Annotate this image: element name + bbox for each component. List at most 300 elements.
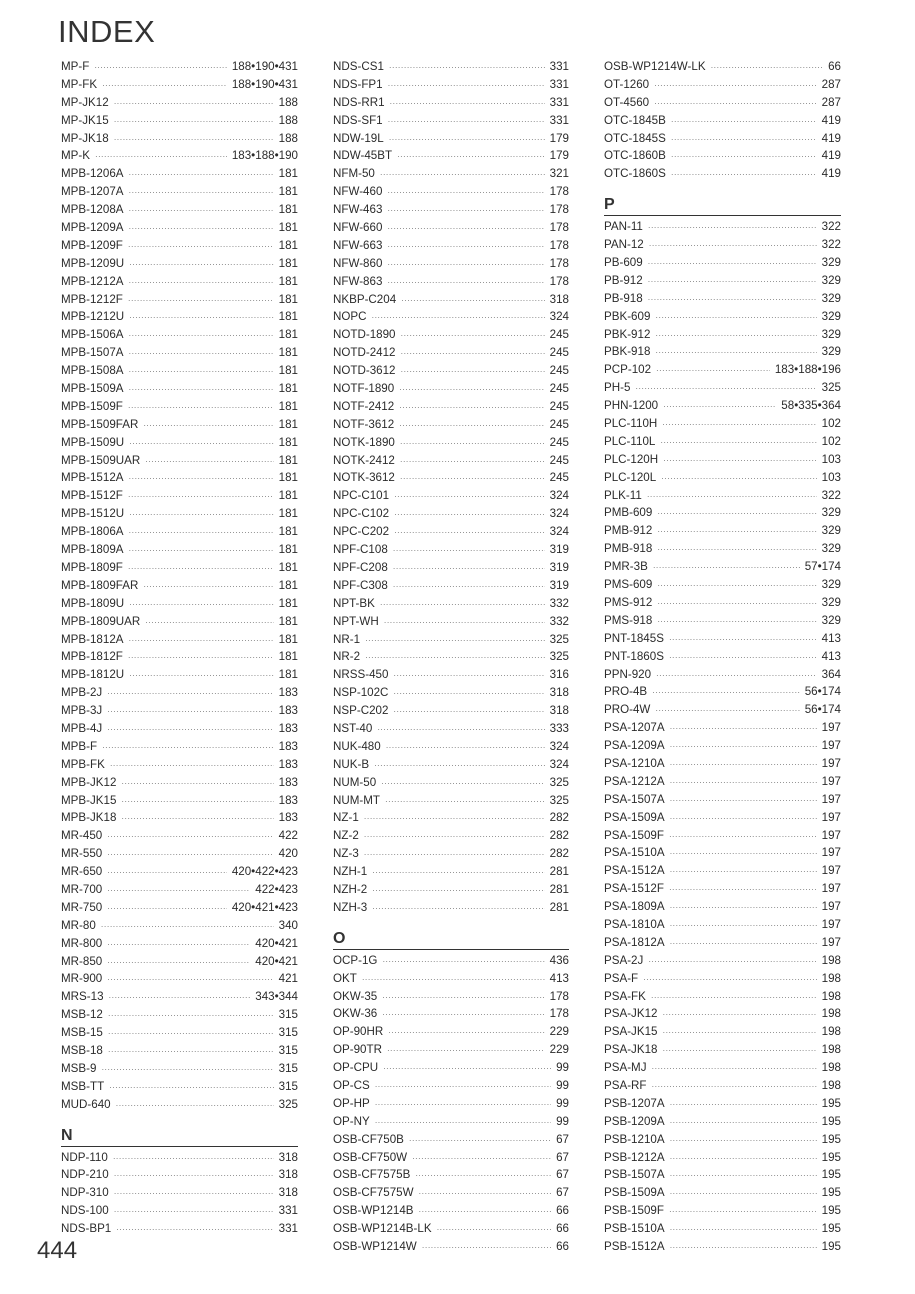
entry-pages: 183 <box>278 721 298 735</box>
index-entry <box>61 398 298 416</box>
dot-leader <box>652 1078 817 1096</box>
index-entry <box>333 952 569 970</box>
dot-leader <box>401 345 545 363</box>
dot-leader <box>382 953 544 971</box>
entry-code: NZH-2 <box>333 882 368 896</box>
dot-leader <box>670 863 817 881</box>
index-entry <box>61 863 298 881</box>
dot-leader <box>107 971 273 989</box>
dot-leader <box>381 775 544 793</box>
index-entry <box>61 756 298 774</box>
index-column-1 <box>61 58 298 1238</box>
index-entry <box>604 308 841 326</box>
entry-pages: 99 <box>556 1061 569 1075</box>
index-entry <box>333 273 569 291</box>
entry-pages: 188•190•431 <box>231 77 298 91</box>
entry-pages: 329 <box>821 613 841 627</box>
index-entry <box>61 899 298 917</box>
entry-pages: 178 <box>549 256 569 270</box>
dot-leader <box>114 1185 274 1203</box>
dot-leader <box>437 1221 552 1239</box>
index-entry <box>61 827 298 845</box>
dot-leader <box>121 775 273 793</box>
index-entry <box>61 237 298 255</box>
entry-pages: 183 <box>278 775 298 789</box>
entry-code: OSB-WP1214W-LK <box>604 60 706 73</box>
entry-code: PSA-1210A <box>604 756 665 770</box>
index-entry <box>333 291 569 309</box>
entry-code: NDS-BP1 <box>61 1222 112 1236</box>
entry-code: NSP-102C <box>333 686 389 700</box>
entry-code: OSB-CF750B <box>333 1132 404 1146</box>
entry-code: MPB-1212A <box>61 274 124 288</box>
dot-leader <box>389 131 545 149</box>
dot-leader <box>670 935 817 953</box>
entry-code: MPB-1509U <box>61 435 125 449</box>
dot-leader <box>128 649 274 667</box>
index-entry <box>333 1059 569 1077</box>
entry-pages: 181 <box>278 489 298 503</box>
dot-leader <box>655 344 816 362</box>
entry-code: NOTD-2412 <box>333 346 396 360</box>
index-entry <box>61 970 298 988</box>
dot-leader <box>388 77 545 95</box>
entry-pages: 282 <box>549 847 569 861</box>
dot-leader <box>648 953 816 971</box>
index-entry <box>333 523 569 541</box>
dot-leader <box>670 1221 817 1239</box>
index-entry <box>61 1202 298 1220</box>
entry-code: PSA-1209A <box>604 739 665 753</box>
entry-pages: 229 <box>549 1043 569 1057</box>
entry-pages: 331 <box>549 113 569 127</box>
dot-leader <box>387 220 544 238</box>
index-entry <box>333 1077 569 1095</box>
entry-code: PSB-1212A <box>604 1150 665 1164</box>
dot-leader <box>129 524 274 542</box>
dot-leader <box>661 470 816 488</box>
index-entry <box>61 541 298 559</box>
index-entry <box>604 236 841 254</box>
entry-code: NUM-MT <box>333 793 381 807</box>
entry-pages: 181 <box>278 507 298 521</box>
entry-code: MPB-1806A <box>61 525 124 539</box>
entry-pages: 198 <box>821 953 841 967</box>
index-entry <box>61 434 298 452</box>
entry-code: OCP-1G <box>333 953 378 967</box>
index-entry <box>333 94 569 112</box>
index-entry <box>61 380 298 398</box>
index-entry <box>333 434 569 452</box>
entry-code: MPB-F <box>61 739 98 753</box>
index-entry <box>61 291 298 309</box>
entry-code: MP-JK15 <box>61 113 109 127</box>
entry-code: NFW-460 <box>333 185 383 199</box>
entry-code: NDS-FP1 <box>333 77 383 91</box>
dot-leader <box>94 59 227 77</box>
entry-code: NPF-C108 <box>333 543 388 557</box>
entry-pages: 329 <box>821 273 841 287</box>
dot-leader <box>362 971 545 989</box>
index-entry <box>333 219 569 237</box>
dot-leader <box>422 1239 551 1257</box>
index-entry <box>333 112 569 130</box>
entry-pages: 56•174 <box>804 685 841 699</box>
entry-code: MR-750 <box>61 900 103 914</box>
entry-pages: 324 <box>549 489 569 503</box>
entry-pages: 329 <box>821 327 841 341</box>
entry-pages: 197 <box>821 756 841 770</box>
entry-code: NOTF-2412 <box>333 399 395 413</box>
entry-pages: 197 <box>821 774 841 788</box>
dot-leader <box>129 435 274 453</box>
entry-pages: 329 <box>821 256 841 270</box>
entry-pages: 324 <box>549 525 569 539</box>
entry-code: NZH-1 <box>333 865 368 879</box>
section-header <box>333 917 569 952</box>
dot-leader <box>670 1167 817 1185</box>
dot-leader <box>383 1060 551 1078</box>
entry-pages: 197 <box>821 864 841 878</box>
index-entry <box>333 505 569 523</box>
entry-pages: 178 <box>549 274 569 288</box>
index-entry <box>333 577 569 595</box>
entry-code: PSA-2J <box>604 953 644 967</box>
dot-leader <box>670 1185 817 1203</box>
index-entry <box>333 684 569 702</box>
entry-code: PBK-912 <box>604 327 651 341</box>
entry-pages: 188•190•431 <box>231 60 298 73</box>
dot-leader <box>143 578 273 596</box>
index-entry <box>604 880 841 898</box>
entry-pages: 419 <box>821 131 841 145</box>
dot-leader <box>372 900 545 918</box>
entry-code: MPB-1206A <box>61 167 124 181</box>
entry-code: PSA-JK15 <box>604 1025 658 1039</box>
entry-pages: 181 <box>278 399 298 413</box>
dot-leader <box>671 131 817 149</box>
entry-code: NFM-50 <box>333 167 375 181</box>
entry-code: NOTK-2412 <box>333 453 395 467</box>
dot-leader <box>670 1150 817 1168</box>
entry-pages: 281 <box>549 900 569 914</box>
entry-pages: 329 <box>821 595 841 609</box>
entry-code: PNT-1845S <box>604 631 664 645</box>
index-column-2 <box>333 58 569 1256</box>
dot-leader <box>101 1061 273 1079</box>
index-entry <box>604 576 841 594</box>
dot-leader <box>375 1096 551 1114</box>
entry-pages: 195 <box>821 1222 841 1236</box>
entry-pages: 181 <box>278 650 298 664</box>
dot-leader <box>382 1006 544 1024</box>
index-entry <box>333 1113 569 1131</box>
dot-leader <box>114 1167 274 1185</box>
entry-pages: 181 <box>278 668 298 682</box>
index-entry <box>604 58 841 76</box>
dot-leader <box>670 810 817 828</box>
entry-code: MP-FK <box>61 77 98 91</box>
entry-pages: 420•421 <box>255 936 298 950</box>
dot-leader <box>107 864 227 882</box>
entry-pages: 181 <box>278 596 298 610</box>
index-entry <box>61 595 298 613</box>
index-entry <box>333 1166 569 1184</box>
dot-leader <box>412 1150 551 1168</box>
dot-leader <box>669 828 817 846</box>
index-entry <box>333 702 569 720</box>
index-entry <box>333 130 569 148</box>
dot-leader <box>116 1097 274 1115</box>
index-entry <box>61 953 298 971</box>
entry-pages: 281 <box>549 865 569 879</box>
index-entry <box>604 1184 841 1202</box>
entry-code: OKW-35 <box>333 989 378 1003</box>
entry-pages: 419 <box>821 113 841 127</box>
index-entry <box>61 112 298 130</box>
entry-pages: 183•188•196 <box>774 363 841 377</box>
entry-pages: 181 <box>278 221 298 235</box>
index-entry <box>604 988 841 1006</box>
dot-leader <box>394 524 545 542</box>
index-entry <box>333 201 569 219</box>
index-entry <box>604 934 841 952</box>
dot-leader <box>652 684 800 702</box>
entry-code: OT-4560 <box>604 95 650 109</box>
index-entry <box>333 469 569 487</box>
index-entry <box>333 58 569 76</box>
entry-code: NFW-663 <box>333 238 383 252</box>
index-entry <box>333 1023 569 1041</box>
entry-code: PSA-MJ <box>604 1061 647 1075</box>
dot-leader <box>385 793 545 811</box>
index-entry <box>604 504 841 522</box>
entry-pages: 245 <box>549 471 569 485</box>
dot-leader <box>128 488 274 506</box>
entry-pages: 103 <box>821 452 841 466</box>
dot-leader <box>670 792 817 810</box>
dot-leader <box>670 899 817 917</box>
index-entry <box>333 863 569 881</box>
entry-code: PSB-1209A <box>604 1114 665 1128</box>
dot-leader <box>387 238 544 256</box>
entry-pages: 364 <box>821 667 841 681</box>
entry-pages: 315 <box>278 1043 298 1057</box>
entry-pages: 324 <box>549 757 569 771</box>
entry-pages: 245 <box>549 417 569 431</box>
dot-leader <box>129 274 274 292</box>
entry-code: NOPC <box>333 310 367 324</box>
dot-leader <box>372 864 545 882</box>
index-entry <box>333 774 569 792</box>
entry-code: MR-700 <box>61 882 103 896</box>
index-entry <box>61 702 298 720</box>
entry-pages: 282 <box>549 829 569 843</box>
entry-code: MSB-9 <box>61 1061 97 1075</box>
dot-leader <box>654 95 817 113</box>
index-entry <box>604 433 841 451</box>
entry-code: PLC-120H <box>604 452 659 466</box>
entry-pages: 197 <box>821 846 841 860</box>
index-entry <box>61 559 298 577</box>
entry-pages: 245 <box>549 399 569 413</box>
entry-pages: 198 <box>821 1061 841 1075</box>
entry-code: NSP-C202 <box>333 704 389 718</box>
dot-leader <box>107 882 250 900</box>
entry-code: MPB-JK15 <box>61 793 117 807</box>
entry-code: NPF-C208 <box>333 560 388 574</box>
entry-code: OTC-1860B <box>604 149 666 163</box>
dot-leader <box>400 470 545 488</box>
index-entry <box>333 881 569 899</box>
index-entry <box>604 1095 841 1113</box>
dot-leader <box>129 220 274 238</box>
entry-pages: 413 <box>549 971 569 985</box>
entry-pages: 287 <box>821 95 841 109</box>
dot-leader <box>114 113 274 131</box>
dot-leader <box>670 1239 817 1257</box>
entry-pages: 198 <box>821 1043 841 1057</box>
index-entry <box>61 631 298 649</box>
entry-pages: 420•421 <box>255 954 298 968</box>
dot-leader <box>129 363 274 381</box>
index-entry <box>333 1041 569 1059</box>
index-entry <box>333 827 569 845</box>
index-entry <box>61 469 298 487</box>
entry-pages: 66 <box>556 1204 569 1218</box>
entry-pages: 178 <box>549 989 569 1003</box>
index-entry <box>61 774 298 792</box>
entry-code: OSB-CF750W <box>333 1150 408 1164</box>
index-entry <box>61 505 298 523</box>
entry-code: PSA-RF <box>604 1078 647 1092</box>
entry-pages: 181 <box>278 364 298 378</box>
entry-code: MPB-1509UAR <box>61 453 141 467</box>
dot-leader <box>108 1043 274 1061</box>
index-entry <box>604 630 841 648</box>
index-entry <box>604 791 841 809</box>
dot-leader <box>399 399 544 417</box>
index-entry <box>61 720 298 738</box>
index-entry <box>604 862 841 880</box>
entry-code: MPB-1512U <box>61 507 125 521</box>
dot-leader <box>648 219 817 237</box>
dot-leader <box>670 720 817 738</box>
dot-leader <box>635 380 816 398</box>
index-entry <box>333 147 569 165</box>
entry-pages: 197 <box>821 900 841 914</box>
index-entry <box>333 452 569 470</box>
entry-code: MPB-1809A <box>61 543 124 557</box>
index-entry <box>61 523 298 541</box>
index-entry <box>604 94 841 112</box>
dot-leader <box>129 470 274 488</box>
entry-pages: 318 <box>278 1168 298 1182</box>
index-entry <box>604 558 841 576</box>
dot-leader <box>121 793 273 811</box>
dot-leader <box>400 435 545 453</box>
entry-code: PSA-JK12 <box>604 1007 658 1021</box>
entry-code: MPB-1809F <box>61 560 123 574</box>
entry-pages: 322 <box>821 238 841 252</box>
entry-code: PRO-4W <box>604 703 651 717</box>
entry-code: MPB-1809UAR <box>61 614 141 628</box>
entry-pages: 282 <box>549 811 569 825</box>
index-entry <box>604 952 841 970</box>
entry-code: PSA-1509A <box>604 810 665 824</box>
dot-leader <box>377 721 544 739</box>
section-letter: N <box>61 1126 73 1144</box>
entry-pages: 197 <box>821 882 841 896</box>
entry-code: PSA-FK <box>604 989 646 1003</box>
entry-code: MPB-1812U <box>61 668 125 682</box>
entry-pages: 195 <box>821 1240 841 1253</box>
entry-pages: 419 <box>821 149 841 163</box>
dot-leader <box>128 399 274 417</box>
entry-pages: 245 <box>549 435 569 449</box>
entry-code: NOTF-3612 <box>333 417 395 431</box>
dot-leader <box>657 541 816 559</box>
dot-leader <box>364 846 545 864</box>
entry-pages: 331 <box>278 1204 298 1218</box>
dot-leader <box>401 327 545 345</box>
entry-code: NDP-310 <box>61 1186 109 1200</box>
entry-pages: 245 <box>549 364 569 378</box>
entry-pages: 229 <box>549 1025 569 1039</box>
entry-pages: 281 <box>549 882 569 896</box>
entry-code: NPC-C102 <box>333 507 390 521</box>
entry-code: MP-K <box>61 149 90 163</box>
index-entry <box>604 290 841 308</box>
entry-code: NR-1 <box>333 632 361 646</box>
dot-leader <box>128 292 274 310</box>
entry-code: MR-800 <box>61 936 103 950</box>
entry-pages: 325 <box>549 650 569 664</box>
index-entry <box>333 487 569 505</box>
entry-pages: 181 <box>278 543 298 557</box>
entry-pages: 99 <box>556 1096 569 1110</box>
dot-leader <box>399 381 544 399</box>
entry-pages: 195 <box>821 1114 841 1128</box>
index-entry <box>333 183 569 201</box>
dot-leader <box>651 989 817 1007</box>
dot-leader <box>656 362 770 380</box>
dot-leader <box>663 398 776 416</box>
entry-code: OTC-1860S <box>604 167 666 181</box>
entry-code: PRO-4B <box>604 685 648 699</box>
index-entry <box>333 362 569 380</box>
entry-code: PLC-110L <box>604 434 656 448</box>
entry-code: OSB-WP1214B-LK <box>333 1222 432 1236</box>
dot-leader <box>121 810 273 828</box>
index-entry <box>61 613 298 631</box>
entry-code: PSA-1509F <box>604 828 664 842</box>
index-entry <box>61 666 298 684</box>
section-letter: O <box>333 929 346 947</box>
index-entry <box>604 487 841 505</box>
dot-leader <box>655 327 816 345</box>
dot-leader <box>380 166 545 184</box>
index-entry <box>61 881 298 899</box>
entry-pages: 198 <box>821 1078 841 1092</box>
entry-pages: 324 <box>549 310 569 324</box>
entry-code: MPB-1209F <box>61 238 123 252</box>
entry-code: PMB-918 <box>604 542 653 556</box>
dot-leader <box>670 1114 817 1132</box>
entry-pages: 67 <box>556 1186 569 1200</box>
dot-leader <box>657 523 816 541</box>
entry-pages: 245 <box>549 346 569 360</box>
